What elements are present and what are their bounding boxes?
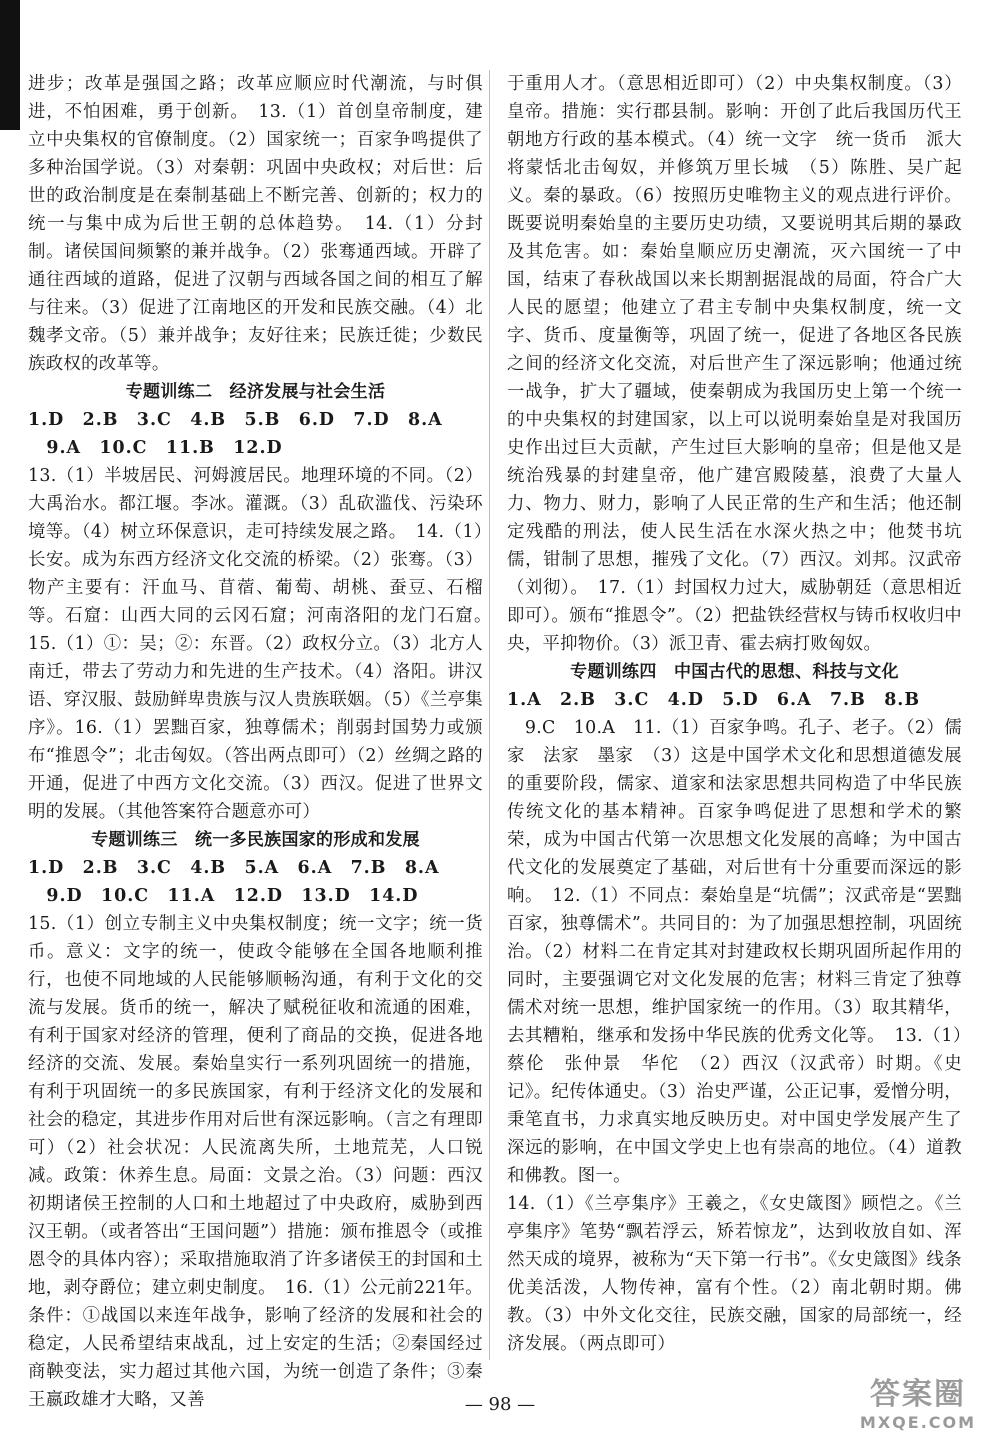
- watermark-main-text: 答案圈: [870, 1377, 966, 1412]
- answer-paragraph: 14.（1）《兰亭集序》王羲之，《女史箴图》顾恺之。《兰亭集序》笔势“飘若浮云，矫若惊龙”，达到收放自如、浑然天成的境界，被称为“天下第一行书”。《女史箴图》线条优美活泼，人物传神，富有个性。（2）南北朝时期。佛教。（3）中外文化交往，民族交融，国家的局部统一，经济发展。（两点即可）: [507, 1194, 962, 1354]
- answer-key-line: 1.D 2.B 3.C 4.B 5.B 6.D 7.D 8.A: [28, 410, 443, 430]
- watermark-sub-text: MXQE.COM: [859, 1413, 977, 1432]
- answer-key-line: 1.D 2.B 3.C 4.B 5.A 6.A 7.B 8.A: [28, 858, 440, 878]
- answer-key-line: 9.D 10.C 11.A 12.D 13.D 14.D: [28, 886, 419, 906]
- answer-paragraph: 9.C 10.A 11.（1）百家争鸣。孔子、老子。（2）儒家 法家 墨家 （3）这是中国学术文化和思想道德发展的重要阶段，儒家、道家和法家思想共同构造了中华民族传统文化的基本精神。百家争鸣促进了思想和学术的繁荣，成为中国古代第一次思想文化发展的高峰；为中国古代文化的发展奠定了基础，对后世有十分重要而深远的影响。 12.（1）不同点：秦始皇是“坑儒”；汉武帝是“罢黜百家，独尊儒术”。共同目的：为了加强思想控制，巩固统治。（2）材料二在肯定其对封建政权长期巩固所起作用的同时，主要强调它对文化发展的危害；材料三肯定了独尊儒术对统一思想，维护国家统一的作用。（3）取其精华，去其糟粕，继承和发扬中华民族的优秀文化等。 13.（1）蔡伦 张仲景 华佗 （2）西汉（汉武帝）时期。《史记》。纪传体通史。（3）治史严谨，公正记事，爱憎分明，秉笔直书，力求真实地反映历史。对中国史学发展产生了深远的影响，在中国文学史上也有崇高的地位。（4）道教和佛教。图一。: [507, 718, 962, 1186]
- watermark-logo: [848, 1377, 988, 1439]
- answer-paragraph: 15.（1）创立专制主义中央集权制度；统一文字；统一货币。意义：文字的统一，使政令能够在全国各地顺利推行，也使不同地域的人民能够顺畅沟通，有利于文化的交流与发展。货币的统一，解决了赋税征收和流通的困难，有利于国家对经济的管理，便利了商品的交换，促进各地经济的交流、发展。秦始皇实行一系列巩固统一的措施，有利于巩固统一的多民族国家，有利于经济文化的发展和社会的稳定，其进步作用对后世有深远影响。（言之有理即可）（2）社会状况：人民流离失所，土地荒芜，人口锐减。政策：休养生息。局面：文景之治。（3）问题：西汉初期诸侯王控制的人口和土地超过了中央政府，威胁到西汉王朝。（或者答出“王国问题”）措施：颁布推恩令（或推恩令的具体内容）；采取措施取消了许多诸侯王的封国和土地，剥夺爵位；建立刺史制度。 16.（1）公元前221年。条件：①战国以来连年战争，影响了经济的发展和社会的稳定，人民希望结束战乱，过上安定的生活；②秦国经过商鞅变法，实力超过其他六国，为统一创造了条件；③秦王嬴政雄才大略，又善: [28, 914, 483, 1410]
- section-heading: 专题训练四 中国古代的思想、科技与文化: [570, 662, 899, 682]
- answer-paragraph: 进步；改革是强国之路；改革应顺应时代潮流，与时俱进，不怕困难，勇于创新。 13.（1）首创皇帝制度，建立中央集权的官僚制度。（2）国家统一；百家争鸣提供了多种治国学说。（3）对秦朝：巩固中央政权；对后世：后世的政治制度是在秦制基础上不断完善、创新的；权力的统一与集中成为后世王朝的总体趋势。 14.（1）分封制。诸侯国间频繁的兼并战争。（2）张骞通西域。开辟了通往西域的道路，促进了汉朝与西域各国之间的相互了解与往来。（3）促进了江南地区的开发和民族交融。（4）北魏孝文帝。（5）兼并战争；友好往来；民族迁徙；少数民族政权的改革等。: [28, 74, 483, 374]
- right-column: [507, 70, 962, 1358]
- section-heading: 专题训练三 统一多民族国家的形成和发展: [91, 830, 420, 850]
- column-divider: [489, 70, 490, 1360]
- answer-key-line: 9.A 10.C 11.B 12.D: [28, 438, 283, 458]
- left-column: [28, 70, 501, 1414]
- page-number: — 98 —: [464, 1394, 536, 1415]
- section-heading: 专题训练二 经济发展与社会生活: [125, 382, 386, 402]
- page-corner-bar: [0, 0, 20, 130]
- answer-paragraph: 于重用人才。（意思相近即可）（2）中央集权制度。（3）皇帝。措施：实行郡县制。影响：开创了此后我国历代王朝地方行政的基本模式。（4）统一文字 统一货币 派大将蒙恬北击匈奴，并修筑万里长城 （5）陈胜、吴广起义。秦的暴政。（6）按照历史唯物主义的观点进行评价。既要说明秦始皇的主要历史功绩，又要说明其后期的暴政及其危害。如：秦始皇顺应历史潮流，灭六国统一了中国，结束了春秋战国以来长期割据混战的局面，符合广大人民的愿望；他建立了君主专制中央集权制度，统一文字、货币、度量衡等，巩固了统一，促进了各地区各民族之间的经济文化交流，对后世产生了深远影响；他通过统一战争，扩大了疆域，使秦朝成为我国历史上第一个统一的中央集权的封建国家，以上可以说明秦始皇是对我国历史作出过巨大贡献，产生过巨大影响的皇帝；但是他又是统治残暴的封建皇帝，他广建宫殿陵墓，浪费了大量人力、物力、财力，影响了人民正常的生产和生活；他还制定残酷的刑法，使人民生活在水深火热之中；他焚书坑儒，钳制了思想，摧残了文化。（7）西汉。刘邦。汉武帝（刘彻）。 17.（1）封国权力过大，威胁朝廷（意思相近即可）。颁布“推恩令”。（2）把盐铁经营权与铸币权收归中央，平抑物价。（3）派卫青、霍去病打败匈奴。: [507, 74, 962, 654]
- answer-paragraph: 13.（1）半坡居民、河姆渡居民。地理环境的不同。（2）大禹治水。都江堰。李冰。灌溉。（3）乱砍滥伐、污染环境等。（4）树立环保意识，走可持续发展之路。 14.（1）长安。成为东西方经济文化交流的桥梁。（2）张骞。（3）物产主要有：汗血马、苜蓿、葡萄、胡桃、蚕豆、石榴等。石窟：山西大同的云冈石窟；河南洛阳的龙门石窟。 15.（1）①：吴；②：东晋。（2）政权分立。（3）北方人南迁，带去了劳动力和先进的生产技术。（4）洛阳。讲汉语、穿汉服、鼓励鲜卑贵族与汉人贵族联姻。（5）《兰亭集序》。16.（1）罢黜百家，独尊儒术；削弱封国势力或颁布“推恩令”；北击匈奴。（答出两点即可）（2）丝绸之路的开通，促进了中西方文化交流。（3）西汉。促进了世界文明的发展。（其他答案符合题意亦可）: [28, 466, 501, 822]
- answer-key-line: 1.A 2.B 3.C 4.D 5.D 6.A 7.B 8.B: [507, 690, 921, 710]
